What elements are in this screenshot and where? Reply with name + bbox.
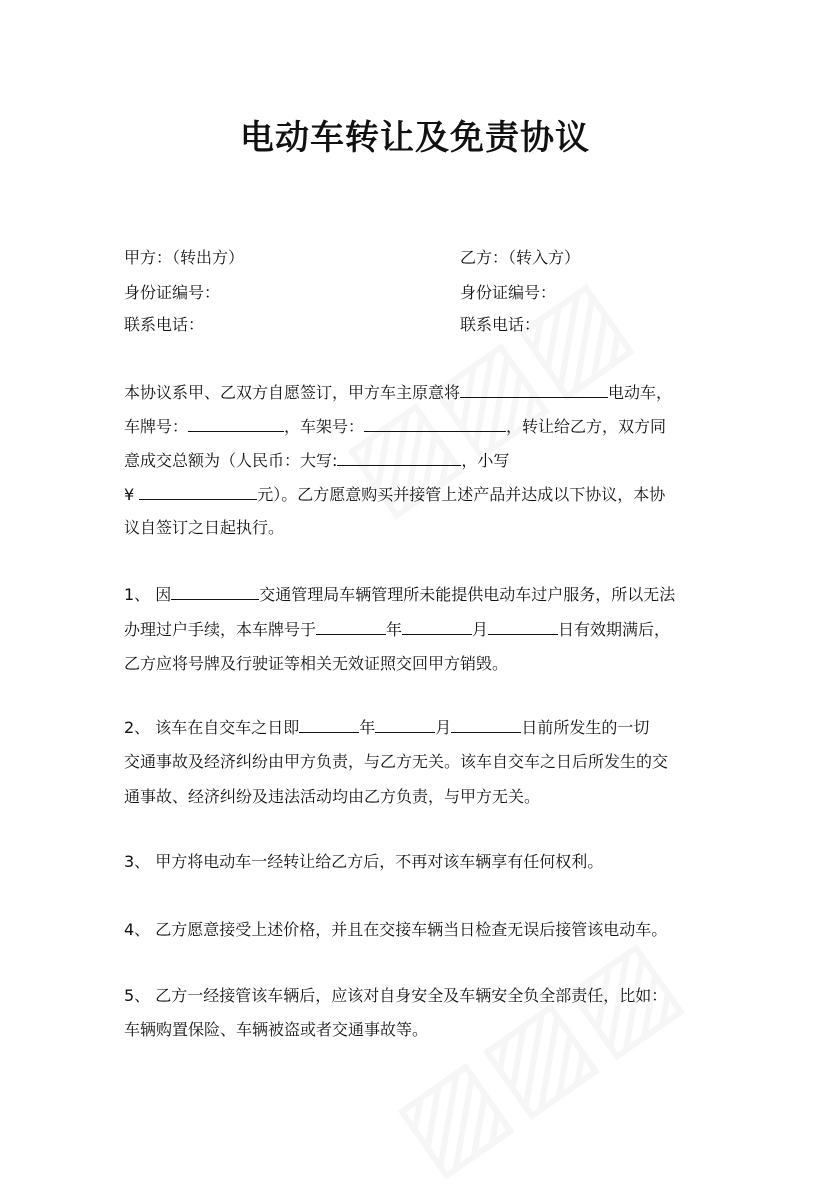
text: 年 <box>386 620 403 639</box>
text: 2、 该车在自交车之日即 <box>124 718 300 737</box>
blank-field[interactable] <box>488 620 558 635</box>
clause-2-line-3: 通事故、经济纠纷及违法活动均由乙方负责，与甲方无关。 <box>124 787 541 806</box>
clause-4: 4、 乙方愿意接受上述价格，并且在交接车辆当日检查无误后接管该电动车。 <box>124 920 668 939</box>
blank-field[interactable] <box>375 718 435 733</box>
clause-1-line-2 <box>124 620 670 640</box>
party-b-phone-label: 联系电话： <box>460 315 541 334</box>
clause-2-line-2: 交通事故及经济纠纷由甲方负责，与乙方无关。该车自交车之日后所发生的交 <box>124 752 669 771</box>
text: 电动车， <box>608 383 673 402</box>
text: ，小写 <box>461 451 510 470</box>
document-title: 电动车转让及免责协议 <box>240 118 590 158</box>
text: ¥ <box>124 485 135 504</box>
clause-1-line-1 <box>124 585 675 605</box>
text: 本协议系甲、乙双方自愿签订，甲方车主原意将 <box>124 383 461 402</box>
blank-field[interactable] <box>402 620 472 635</box>
text: 月 <box>472 620 489 639</box>
text: 办理过户手续，本车牌号于 <box>124 620 317 639</box>
text: 月 <box>435 718 452 737</box>
blank-field[interactable] <box>139 485 257 500</box>
party-b-id-label: 身份证编号： <box>460 283 557 302</box>
intro-line-2 <box>124 417 666 437</box>
intro-line-3 <box>124 451 509 471</box>
text: ，转让给乙方，双方同 <box>506 417 667 436</box>
clause-5-line-2: 车辆购置保险、车辆被盗或者交通事故等。 <box>124 1020 429 1039</box>
blank-field[interactable] <box>460 383 608 398</box>
text: 日前所发生的一切 <box>521 718 650 737</box>
party-b-label: 乙方：（转入方） <box>460 248 581 267</box>
text: ，车架号： <box>284 417 365 436</box>
text: 日有效期满后， <box>558 620 671 639</box>
blank-field[interactable] <box>171 585 259 600</box>
blank-field[interactable] <box>337 451 461 466</box>
clause-3: 3、 甲方将电动车一经转让给乙方后，不再对该车辆享有任何权利。 <box>124 852 604 871</box>
text: 意成交总额为（人民币：大写: <box>124 451 338 470</box>
clause-2-line-1 <box>124 718 649 738</box>
blank-field[interactable] <box>316 620 386 635</box>
clause-5-line-1: 5、 乙方一经接管该车辆后，应该对自身安全及车辆安全负全部责任，比如： <box>124 986 668 1005</box>
text: 车牌号： <box>124 417 189 436</box>
text: 1、 因 <box>124 585 172 604</box>
intro-line-1 <box>124 383 672 403</box>
intro-line-5: 议自签订之日起执行。 <box>124 518 285 537</box>
text: 年 <box>359 718 376 737</box>
party-a-id-label: 身份证编号： <box>124 283 221 302</box>
blank-field[interactable] <box>451 718 521 733</box>
blank-field[interactable] <box>188 417 284 432</box>
clause-1-line-3: 乙方应将号牌及行驶证等相关无效证照交回甲方销毁。 <box>124 654 509 673</box>
intro-line-4 <box>124 485 665 505</box>
blank-field[interactable] <box>364 417 506 432</box>
text: 元）。乙方愿意购买并接管上述产品并达成以下协议，本协 <box>257 485 666 504</box>
watermark <box>371 912 700 1196</box>
party-a-phone-label: 联系电话： <box>124 315 205 334</box>
party-a-label: 甲方：（转出方） <box>124 248 245 267</box>
text: 交通管理局车辆管理所未能提供电动车过户服务，所以无法 <box>259 585 676 604</box>
blank-field[interactable] <box>299 718 359 733</box>
